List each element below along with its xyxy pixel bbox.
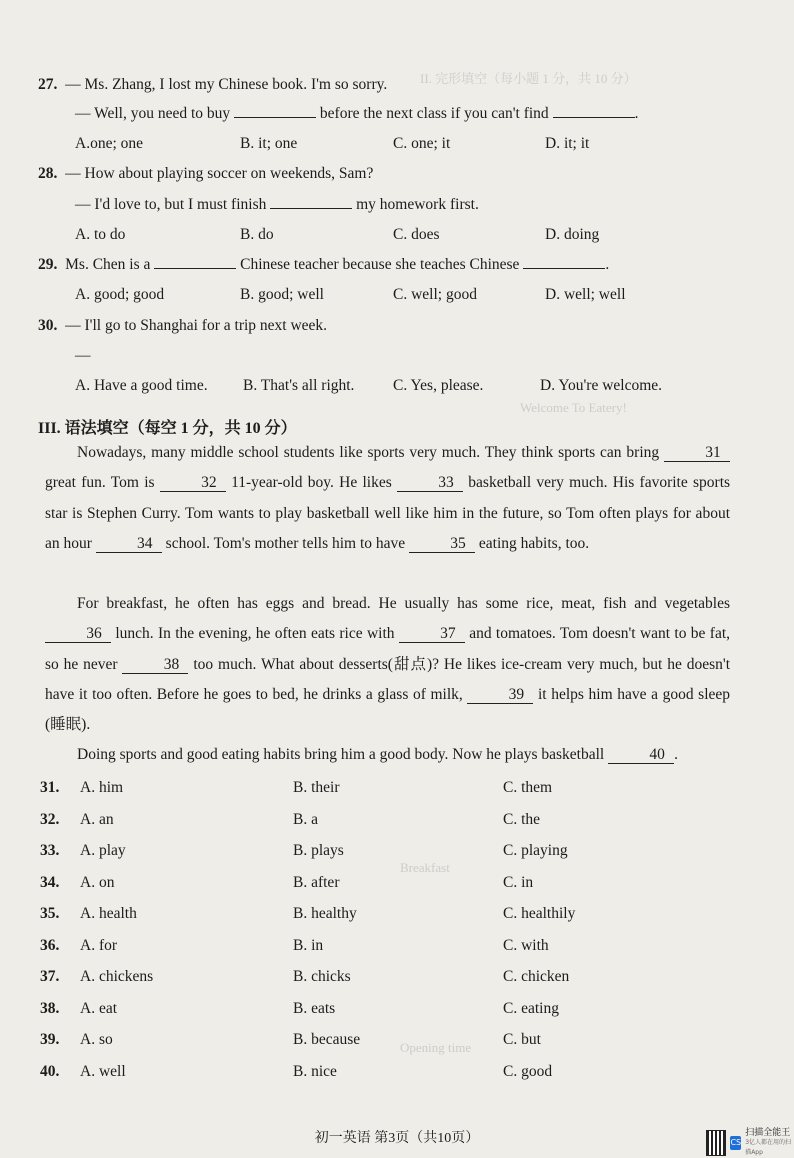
option-b: B. do — [240, 226, 274, 243]
bleed-through: II. 完形填空（每小题 1 分，共 10 分） — [420, 71, 637, 86]
option-d: D. You're welcome. — [540, 377, 663, 394]
option-c: C. Yes, please. — [393, 377, 484, 394]
bleed-through: Opening time — [400, 1040, 472, 1055]
camscanner-logo-icon: CS — [730, 1136, 741, 1150]
answer-blank-38[interactable]: 38 — [122, 656, 188, 674]
question-number: 38. — [40, 999, 60, 1017]
answer-blank-39[interactable]: 39 — [467, 686, 533, 704]
answer-options-row — [40, 874, 600, 900]
answer-blank-33[interactable]: 33 — [397, 474, 463, 492]
option-a: A. play — [80, 842, 126, 859]
option-d: D. it; it — [545, 135, 590, 152]
option-d: D. doing — [545, 226, 600, 243]
option-a: A. good; good — [75, 286, 165, 303]
option-b: B. their — [293, 779, 340, 796]
bleed-through: Welcome To Eatery! — [520, 400, 627, 415]
option-a: A. him — [80, 779, 124, 796]
option-b: B. nice — [293, 1062, 337, 1080]
q27-line2: — Well, you need to buy before the next class if you can't find . — [75, 105, 639, 122]
answer-blank-40[interactable]: 40 — [608, 746, 674, 764]
question-number: 33. — [40, 842, 60, 859]
option-c: C. with — [503, 936, 549, 954]
answer-options-row — [40, 1063, 600, 1089]
option-b: B. healthy — [293, 905, 357, 922]
answer-options-row — [40, 1000, 600, 1026]
answer-blank[interactable] — [523, 268, 605, 269]
option-c: C. eating — [503, 999, 559, 1017]
question-number: 35. — [40, 905, 60, 922]
answer-blank[interactable] — [154, 268, 236, 269]
answer-blank[interactable] — [234, 117, 316, 118]
section-heading: III. 语法填空（每空 1 分，共 10 分） — [38, 420, 297, 437]
option-b: B. in — [293, 936, 324, 954]
passage-paragraph-1: Nowadays, many middle school students like sports very much. They think sports can bring 31 great fun. Tom is 32 11-year-old boy. He likes 33 basketball very much. His favorite sports star is Stephen Curry. Tom wants to play basketball well like him in the future, so Tom often plays for about an hour 34 school. Tom's mother tells him to have 35 eating habits, too. — [45, 444, 731, 552]
question-number: 37. — [40, 968, 60, 985]
option-a: A. to do — [75, 226, 126, 243]
option-b: B. good; well — [240, 286, 324, 303]
option-b: B. That's all right. — [243, 377, 355, 394]
question-number: 31. — [40, 779, 60, 796]
answer-options-row — [40, 937, 600, 963]
scanner-watermark — [706, 1128, 794, 1158]
question-number: 40. — [40, 1062, 60, 1080]
option-a: A. an — [80, 810, 114, 828]
option-c: C. the — [503, 810, 541, 828]
option-c: C. chicken — [503, 968, 570, 985]
answer-options-row — [40, 968, 600, 994]
answer-blank-37[interactable]: 37 — [399, 625, 465, 643]
option-a: A. on — [80, 873, 115, 891]
question-number: 36. — [40, 936, 60, 954]
answer-blank[interactable] — [553, 117, 635, 118]
page-footer: 初一英语 第3页（共10页） — [314, 1131, 480, 1146]
option-b: B. it; one — [240, 135, 298, 152]
option-c: C. healthily — [503, 905, 576, 922]
answer-options-row — [40, 905, 600, 931]
passage-paragraph-2: For breakfast, he often has eggs and bread. He usually has some rice, meat, fish and vegetables 36 lunch. In the evening, he often eats rice with 37 and tomatoes. Tom doesn't want to be fat, so he never 38 too much. What about desserts(甜点)? He likes ice-cream very much, but he doesn't have it too often. Before he goes to bed, he drinks a glass of milk, 39 it helps him have a good sleep (睡眠). — [45, 595, 731, 734]
q29-line1: 29. Ms. Chen is a Chinese teacher because she teaches Chinese . — [38, 256, 610, 273]
question-number: 34. — [40, 873, 60, 891]
answer-options-row — [40, 842, 600, 868]
q28-line1: 28. — How about playing soccer on weekends, Sam? — [38, 165, 374, 182]
qr-code-icon — [706, 1130, 726, 1156]
option-b: B. chicks — [293, 968, 351, 985]
option-c: C. them — [503, 779, 553, 796]
question-number: 32. — [40, 810, 60, 828]
q28-line2: — I'd love to, but I must finish my homework first. — [75, 196, 479, 213]
q30-line1: 30. — I'll go to Shanghai for a trip next week. — [38, 317, 328, 334]
passage-paragraph-3: Doing sports and good eating habits bring him a good body. Now he plays basketball 40 . — [77, 746, 678, 763]
bleed-through: Breakfast — [400, 860, 450, 875]
answer-blank-34[interactable]: 34 — [96, 535, 162, 553]
option-b: B. a — [293, 810, 318, 828]
option-c: C. but — [503, 1031, 541, 1048]
q30-line2: — — [75, 347, 91, 364]
answer-blank[interactable] — [270, 208, 352, 209]
answer-options-row — [40, 779, 600, 805]
option-b: B. eats — [293, 999, 336, 1017]
answer-options-row — [40, 1031, 600, 1057]
q27-line1: 27. — Ms. Zhang, I lost my Chinese book. I'm so sorry. — [38, 76, 388, 93]
option-d: D. well; well — [545, 286, 626, 303]
option-b: B. because — [293, 1031, 361, 1048]
option-c: C. playing — [503, 842, 568, 859]
option-c: C. in — [503, 873, 534, 891]
option-c: C. well; good — [393, 286, 477, 303]
option-c: C. good — [503, 1062, 553, 1080]
answer-blank-36[interactable]: 36 — [45, 625, 111, 643]
option-a: A. so — [80, 1031, 113, 1048]
option-a: A. well — [80, 1062, 126, 1080]
answer-blank-31[interactable]: 31 — [664, 444, 730, 462]
answer-blank-35[interactable]: 35 — [409, 535, 475, 553]
option-a: A. Have a good time. — [75, 377, 208, 394]
question-number: 39. — [40, 1031, 60, 1048]
option-a: A. for — [80, 936, 118, 954]
option-a: A.one; one — [75, 135, 144, 152]
answer-blank-32[interactable]: 32 — [160, 474, 226, 492]
option-c: C. does — [393, 226, 440, 243]
option-b: B. plays — [293, 842, 344, 859]
option-b: B. after — [293, 873, 340, 891]
option-a: A. eat — [80, 999, 118, 1017]
option-a: A. health — [80, 905, 137, 922]
answer-options-row — [40, 811, 600, 837]
option-c: C. one; it — [393, 135, 451, 152]
scanner-text: 扫描全能王 3亿人都在用的扫描App — [745, 1128, 792, 1156]
option-a: A. chickens — [80, 968, 154, 985]
